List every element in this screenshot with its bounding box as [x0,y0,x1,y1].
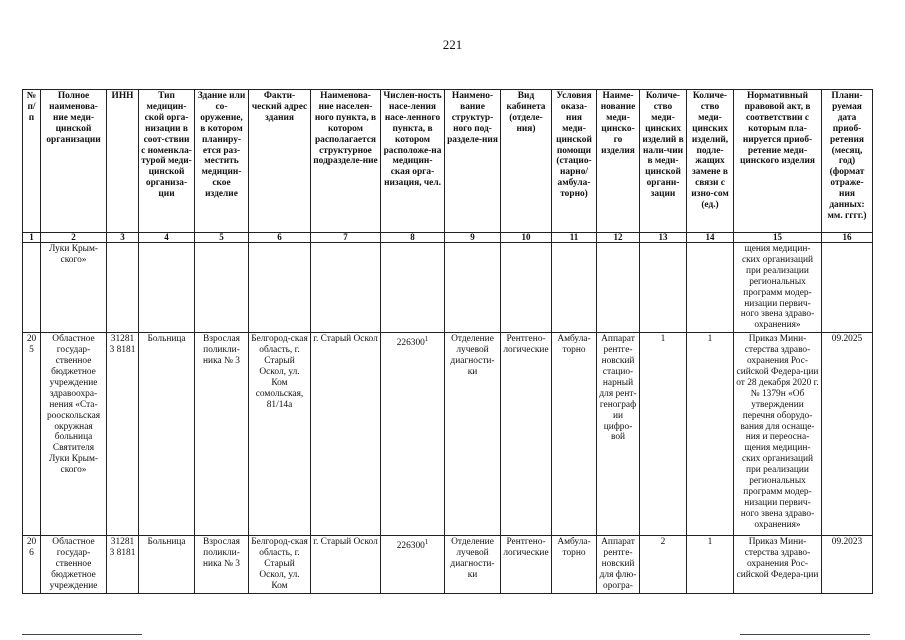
org-name-cell: Областное государ-ственное бюджетное учреждение здравоохра-нения «Ста-рооскольская окружная больница Святителя Луки Крым-ского» [41,333,107,536]
device-name-cell: Аппарат рентге-новский стацио-нарный для рент-генографии цифро-вой [597,333,640,536]
inn-cell: 312813 8181 [107,333,139,536]
cabinet-type-cell: Рентгено-логические [501,536,552,594]
table-row [23,333,873,536]
footnote-mark: 1 [424,335,429,344]
header-cell: ИНН [107,90,139,233]
column-number-row [23,233,873,243]
page-number: 221 [442,37,463,52]
row-number-cell [23,243,41,333]
purchase-date-cell [822,243,873,333]
legal-act-cell: Приказ Мини-стерства здраво-охранения Рос-сийской Федера-ции от 28 декабря 2020 г. № 1379н «Об утверждении перечня оборудо-вания для оснаще-ния и переосна-щения медицин-ских организаций при реализации региональных программ модер-низации первич-ного звена здраво-охранения» [734,333,822,536]
device-name-cell [597,243,640,333]
care-conditions-cell: Амбула-торно [552,333,597,536]
device-name-cell: Аппарат рентге-новский для флю-орогра- [597,536,640,594]
subdivision-cell: Отделение лучевой диагности-ки [445,536,501,594]
devices-to-replace-cell: 1 [687,333,734,536]
column-number: 16 [822,233,873,243]
header-cell: Числен-ность насе-ления насе-ленного пункта, в котором расположе-на медицин-ская орга-низация, чел. [381,90,445,233]
org-name-cell: Луки Крым-ского» [41,243,107,333]
table-row [23,536,873,594]
devices-available-cell: 2 [640,536,687,594]
header-cell: Условия оказа-ния меди-цинской помощи (стацио-нарно/ амбула-торно) [552,90,597,233]
locality-cell [311,243,381,333]
column-number: 3 [107,233,139,243]
column-number: 6 [249,233,311,243]
column-number: 8 [381,233,445,243]
header-cell: Полное наименова-ние меди-цинской организации [41,90,107,233]
devices-to-replace-cell [687,243,734,333]
header-cell: Наименова-ние населен-ного пункта, в котором располагается структурное подразделе-ние [311,90,381,233]
header-cell: Наимено-вание структур-ного под-разделе-ния [445,90,501,233]
column-number: 1 [23,233,41,243]
org-type-cell: Больница [139,333,195,536]
population-value: 226300 [396,338,425,349]
address-cell: Белгород-ская область, г. Старый Оскол, ул. Ком [249,536,311,594]
equipment-table [22,89,873,594]
locality-cell: г. Старый Оскол [311,333,381,536]
column-number: 10 [501,233,552,243]
header-cell: Наиме-нование меди-цинско-го изделия [597,90,640,233]
header-cell: Вид кабинета (отделе-ния) [501,90,552,233]
org-name-cell: Областное государ-ственное бюджетное учреждение [41,536,107,594]
population-value: 226300 [396,541,425,552]
care-conditions-cell: Амбула-торно [552,536,597,594]
building-cell [195,243,249,333]
footer-rule-right [740,634,870,635]
subdivision-cell [445,243,501,333]
column-number: 9 [445,233,501,243]
header-cell: Факти-ческий адрес здания [249,90,311,233]
column-number: 15 [734,233,822,243]
care-conditions-cell [552,243,597,333]
row-number-cell: 205 [23,333,41,536]
population-cell [381,243,445,333]
building-cell: Взрослая поликли-ника № 3 [195,536,249,594]
header-cell: Количе-ство меди-цинских изделий в нали-чии в меди-цинской органи-зации [640,90,687,233]
footer-rule-left [22,634,142,635]
legal-act-cell: Приказ Мини-стерства здраво-охранения Рос-сийской Федера-ции [734,536,822,594]
locality-cell: г. Старый Оскол [311,536,381,594]
building-cell: Взрослая поликли-ника № 3 [195,333,249,536]
column-number: 14 [687,233,734,243]
org-type-cell [139,243,195,333]
column-number: 5 [195,233,249,243]
header-cell: № п/п [23,90,41,233]
cabinet-type-cell [501,243,552,333]
header-row [23,90,873,233]
org-type-cell: Больница [139,536,195,594]
header-cell: Здание или со-оружение, в котором планиру-ется раз-местить медицин-ское изделие [195,90,249,233]
purchase-date-cell: 09.2025 [822,333,873,536]
legal-act-cell: щения медицин-ских организаций при реализации региональных программ модер-низации первич-ного звена здраво-охранения» [734,243,822,333]
column-number: 13 [640,233,687,243]
population-cell [381,333,445,536]
footnote-mark: 1 [424,538,429,547]
column-number: 7 [311,233,381,243]
header-cell: Плани-руемая дата приоб-ретения (месяц, год) (формат отраже-ния данных: мм. гггг.) [822,90,873,233]
column-number: 4 [139,233,195,243]
population-cell [381,536,445,594]
purchase-date-cell: 09.2023 [822,536,873,594]
cabinet-type-cell: Рентгено-логические [501,333,552,536]
address-cell: Белгород-ская область, г. Старый Оскол, ул. Ком сомольская, 81/14а [249,333,311,536]
inn-cell [107,243,139,333]
devices-to-replace-cell: 1 [687,536,734,594]
header-cell: Тип медицин-ской орга-низации в соот-ствии с номенкла-турой меди-цинской организа-ции [139,90,195,233]
devices-available-cell [640,243,687,333]
devices-available-cell: 1 [640,333,687,536]
subdivision-cell: Отделение лучевой диагности-ки [445,333,501,536]
column-number: 2 [41,233,107,243]
column-number: 12 [597,233,640,243]
table-row [23,243,873,333]
row-number-cell: 206 [23,536,41,594]
header-cell: Нормативный правовой акт, в соответствии с которым пла-нируется приоб-ретение меди-цинского изделия [734,90,822,233]
inn-cell: 312813 8181 [107,536,139,594]
column-number: 11 [552,233,597,243]
header-cell: Количе-ство меди-цинских изделий, подле-жащих замене в связи с изно-сом (ед.) [687,90,734,233]
address-cell [249,243,311,333]
